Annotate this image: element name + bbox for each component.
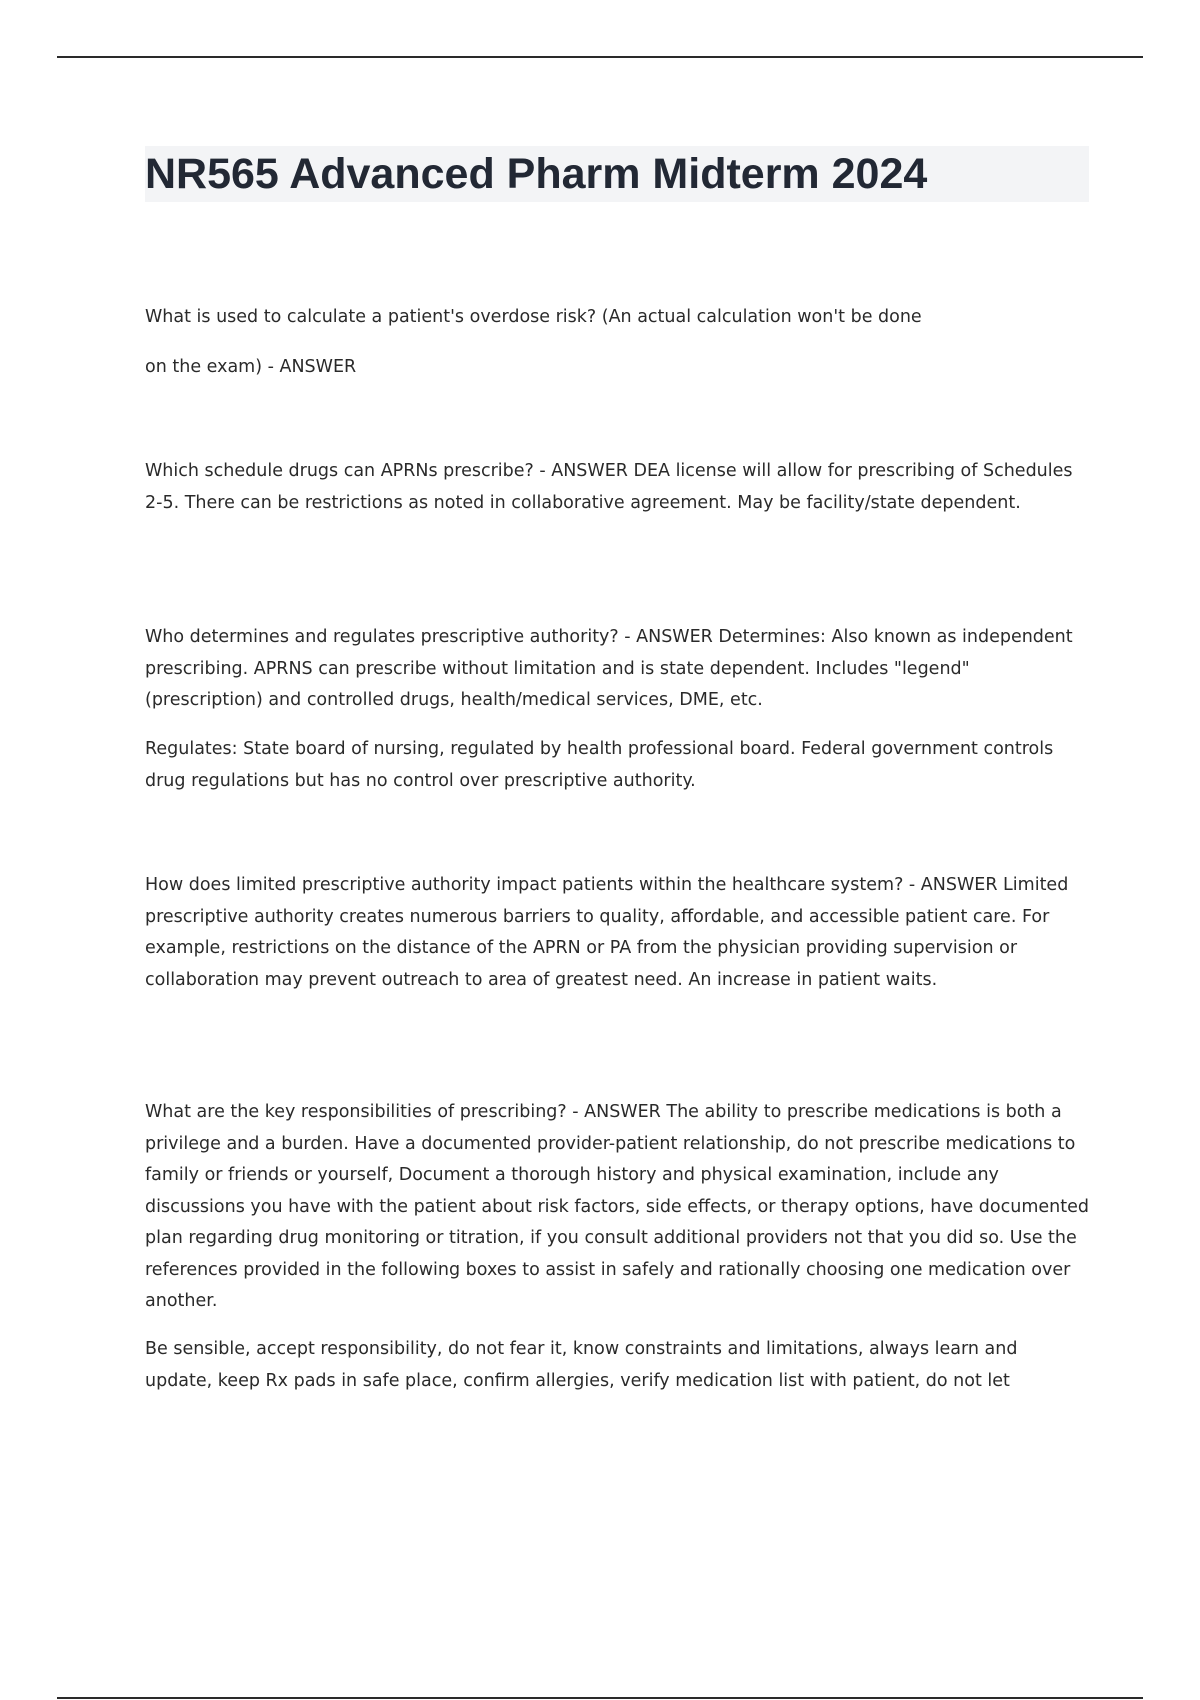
question-schedule-drugs: Which schedule drugs can APRNs prescribe? - ANSWER DEA license will allow for prescribing of Schedules 2-5. There can be restrictions as noted in collaborative agreement. May be facility/state dependent.: [145, 461, 1073, 513]
question-overdose-risk-line2: on the exam) - ANSWER: [145, 357, 357, 377]
question-key-responsibilities: What are the key responsibilities of prescribing? - ANSWER The ability to prescribe medications is both a privilege and a burden. Have a documented provider-patient relationship, do not prescribe medications to family or friends or yourself, Document a thorough history and physical examination, include any discussions you have with the patient about risk factors, side effects, or therapy options, have documented plan regarding drug monitoring or titration, if you consult additional providers not that you did so. Use the references provided in the following boxes to assist in safely and rationally choosing one medication over another.: [145, 1102, 1089, 1311]
answer-regulates: Regulates: State board of nursing, regulated by health professional board. Federal government controls drug regulations but has no control over prescriptive authority.: [145, 739, 1054, 791]
question-prescriptive-authority: Who determines and regulates prescriptive authority? - ANSWER Determines: Also known as independent prescribing. APRNS can prescribe without limitation and is state dependent. Includes "legend" (prescription) and controlled drugs, health/medical services, DME, etc.: [145, 627, 1073, 710]
bottom-rule: [57, 1697, 1143, 1699]
answer-responsibilities-continued: Be sensible, accept responsibility, do not fear it, know constraints and limitations, always learn and update, keep Rx pads in safe place, confirm allergies, verify medication list with patient, do not let: [145, 1339, 1018, 1391]
question-overdose-risk-line1: What is used to calculate a patient's overdose risk? (An actual calculation won't be done: [145, 307, 922, 327]
question-limited-authority-impact: How does limited prescriptive authority impact patients within the healthcare system? - ANSWER Limited prescriptive authority creates numerous barriers to quality, affordable, and accessible patient care. For example, restrictions on the distance of the APRN or PA from the physician providing supervision or collaboration may prevent outreach to area of greatest need. An increase in patient waits.: [145, 875, 1069, 990]
document-title: NR565 Advanced Pharm Midterm 2024: [145, 150, 928, 198]
top-rule: [57, 56, 1143, 58]
